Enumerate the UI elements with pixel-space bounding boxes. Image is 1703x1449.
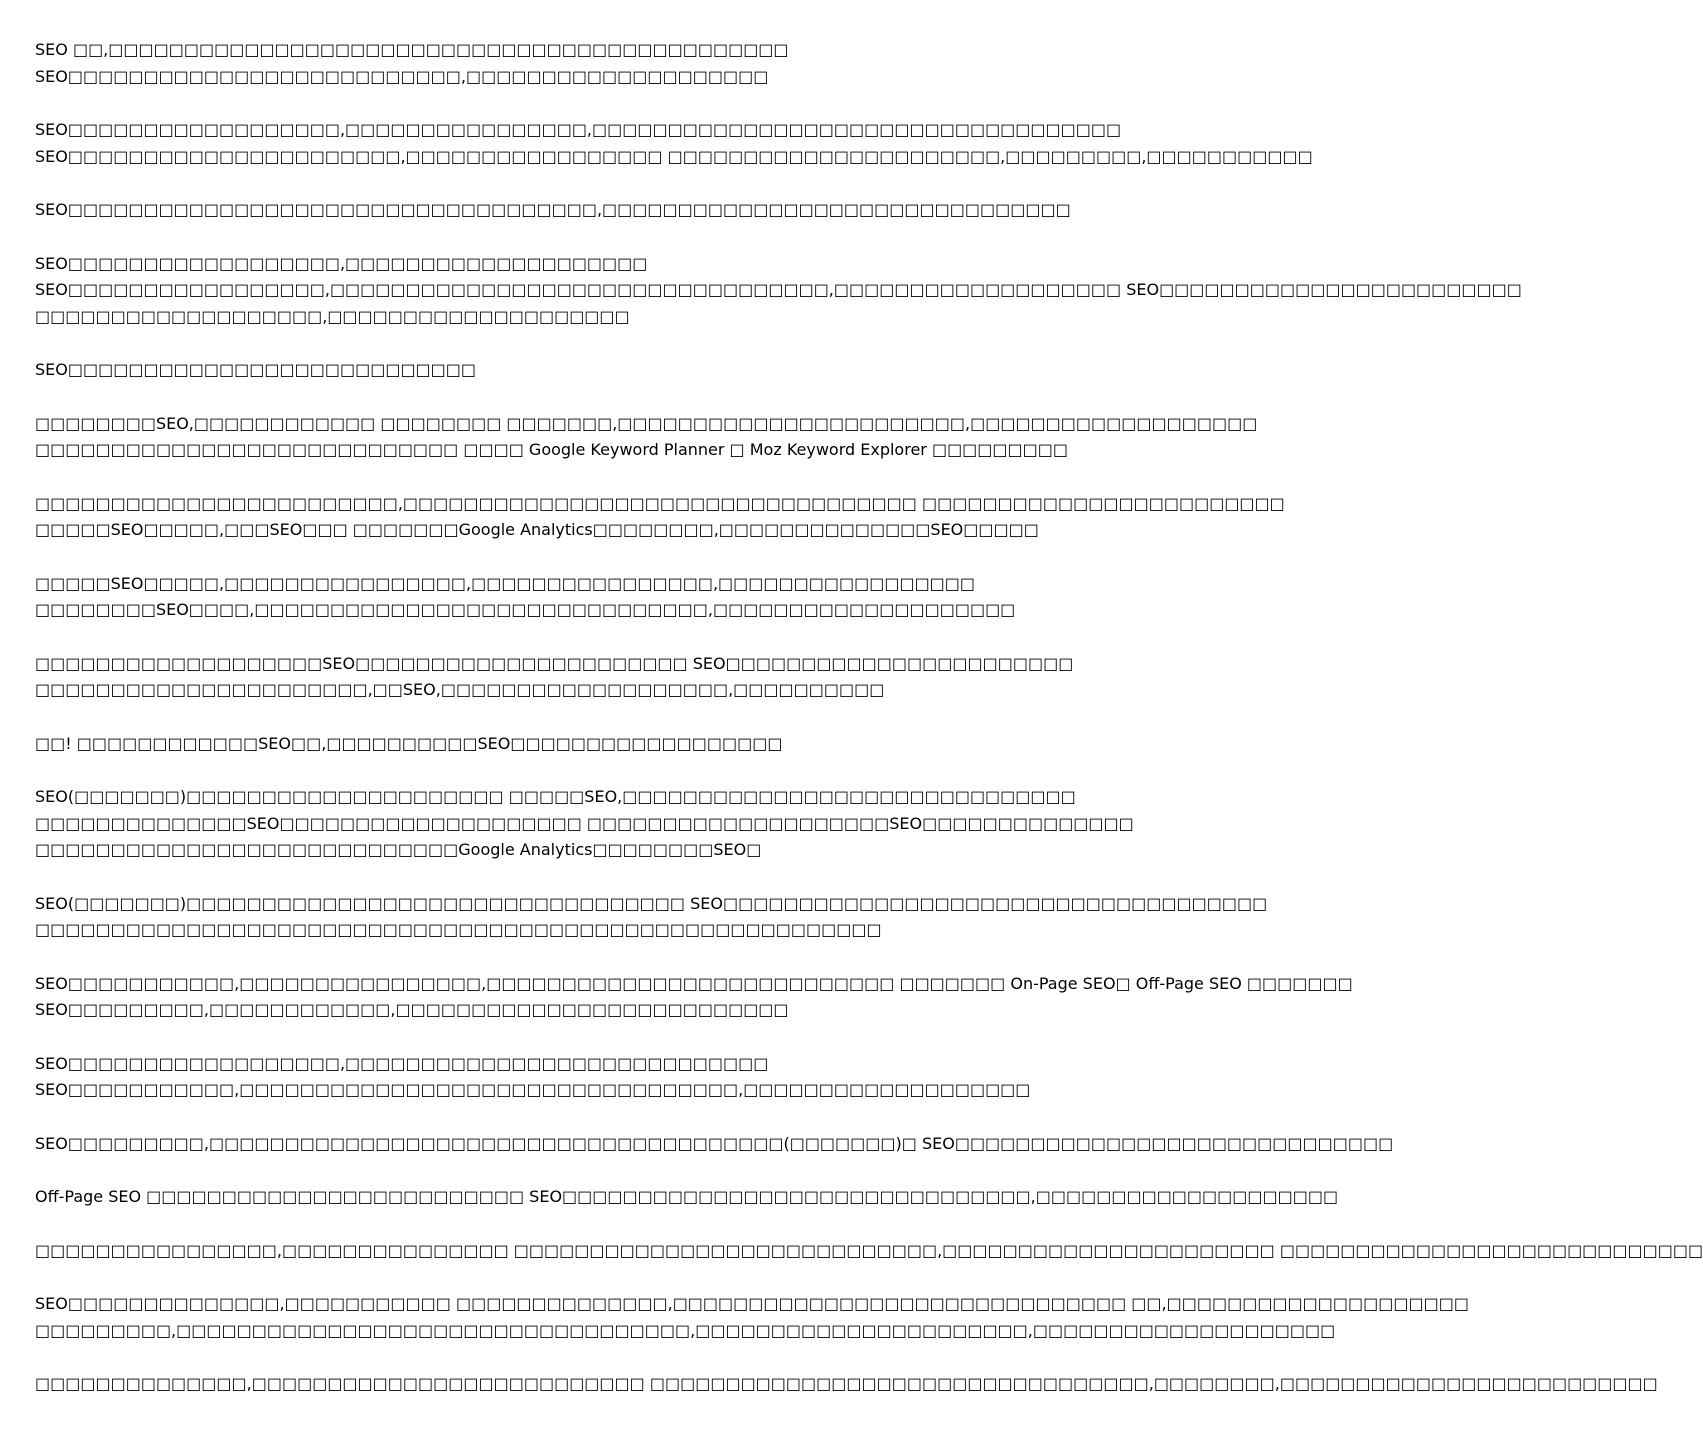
paragraph-5: [35, 357, 995, 384]
text-line: SEO□□□□□□□□□,□□□□□□□□□□□□□□□□□□□□□□□□□□□□□□□□□□□□□□(□□□□□□□)□ SEO□□□□□□□□□□□□□□□□□□□□□□□□□□□□□: [35, 1133, 1394, 1153]
text-line: SEO□□□□□□□□□□□□□□□□□,□□□□□□□□□□□□□□□□□□□□□□□□□□□□□□□□□,□□□□□□□□□□□□□□□□□□□ SEO□□□□□□□□□□□□□□□□□□□□□□□□: [35, 280, 1522, 299]
paragraph-7: [35, 491, 1285, 544]
text-line: SEO □□,□□□□□□□□□□□□□□□□□□□□□□□□□□□□□□□□□□□□□□□□□□□□□: [35, 40, 789, 59]
text-line: □□□□□SEO□□□□□,□□□SEO□□□ □□□□□□□Google Analytics□□□□□□□□,□□□□□□□□□□□□□□SEO□□□□□: [35, 520, 1039, 539]
text-line: □□□□□□□□□□□□□□□□□□□□□□,□□SEO,□□□□□□□□□□□□□□□□□□□,□□□□□□□□□□: [35, 680, 885, 699]
paragraph-15: [35, 1131, 1394, 1158]
text-line: SEO□□□□□□□□□□□□□□□□□□□□□□□□□□,□□□□□□□□□□□□□□□□□□□□: [35, 66, 769, 86]
text-line: SEO□□□□□□□□□□□□□□□□□□,□□□□□□□□□□□□□□□□□□□□: [35, 253, 648, 273]
paragraph-19: [35, 1371, 1658, 1398]
text-line: □□□□□□□□□,□□□□□□□□□□□□□□□□□□□□□□□□□□□□□□□□□□,□□□□□□□□□□□□□□□□□□□□□□,□□□□□□□□□□□□□□□□□□□□: [35, 1320, 1336, 1340]
text-line: SEO□□□□□□□□□□□□□□□□□□□□□□□□□□□□□□□□□□□,□□□□□□□□□□□□□□□□□□□□□□□□□□□□□□□: [35, 200, 1071, 219]
text-line: SEO□□□□□□□□□□□,□□□□□□□□□□□□□□□□□□□□□□□□□□□□□□□□□,□□□□□□□□□□□□□□□□□□□: [35, 1080, 1031, 1099]
text-line: Off-Page SEO □□□□□□□□□□□□□□□□□□□□□□□□□ SEO□□□□□□□□□□□□□□□□□□□□□□□□□□□□□□□,□□□□□□□□□□□□□□□□□□□□: [35, 1187, 1339, 1206]
paragraph-9: [35, 651, 1074, 704]
text-line: SEO□□□□□□□□□□□□□□□□□□,□□□□□□□□□□□□□□□□,□□□□□□□□□□□□□□□□□□□□□□□□□□□□□□□□□□□: [35, 120, 1122, 139]
text-line: □□□□□□□□□□□□□□□□□□□□□□□□,□□□□□□□□□□□□□□□□□□□□□□□□□□□□□□□□□□ □□□□□□□□□□□□□□□□□□□□□□□□: [35, 493, 1285, 513]
text-line: □□□□□□□□□□□□□□□□□□□□□□□□□□□□□□□□□□□□□□□□□□□□□□□□□□□□□□□□: [35, 920, 882, 939]
paragraph-10: [35, 731, 995, 758]
paragraph-6: [35, 411, 1258, 464]
text-line: □□□□□□□□□□□□□□□□□□□,□□□□□□□□□□□□□□□□□□□□: [35, 306, 630, 326]
paragraph-1: [35, 37, 995, 90]
text-line: □□□□□□□□□□□□□□SEO□□□□□□□□□□□□□□□□□□□□ □□□□□□□□□□□□□□□□□□□□SEO□□□□□□□□□□□□□□: [35, 813, 1134, 833]
text-line: □□□□□SEO□□□□□,□□□□□□□□□□□□□□□□,□□□□□□□□□□□□□□□□,□□□□□□□□□□□□□□□□□: [35, 573, 976, 593]
paragraph-8: [35, 571, 1016, 624]
paragraph-18: [35, 1291, 1469, 1344]
paragraph-4: [35, 251, 1522, 331]
paragraph-2: [35, 117, 1313, 170]
paragraph-13: [35, 971, 1353, 1024]
paragraph-17: [35, 1238, 1703, 1265]
document-page: [35, 37, 1703, 1425]
text-line: □□□□□□□□□□□□□□□□□□□□□□□□□□□□Google Analytics□□□□□□□□SEO□: [35, 840, 762, 859]
text-line: SEO(□□□□□□□)□□□□□□□□□□□□□□□□□□□□□□□□□□□□□□□□□ SEO□□□□□□□□□□□□□□□□□□□□□□□□□□□□□□□□□□□□: [35, 893, 1268, 913]
paragraph-12: [35, 891, 1268, 944]
paragraph-16: [35, 1184, 1339, 1211]
text-line: SEO□□□□□□□□□□□□□□□□□□□□□□□□□□□: [35, 360, 477, 379]
text-line: □□□□□□□□□□□□□□□□,□□□□□□□□□□□□□□□ □□□□□□□□□□□□□□□□□□□□□□□□□□□□,□□□□□□□□□□□□□□□□□□□□□□ □□□□□□□□□□□□□□□□□□□□□□□□□□□□: [35, 1240, 1703, 1260]
paragraph-14: [35, 1051, 1031, 1104]
text-line: SEO□□□□□□□□□,□□□□□□□□□□□□,□□□□□□□□□□□□□□□□□□□□□□□□□□: [35, 1000, 789, 1019]
text-line: □□□□□□□□□□□□□□,□□□□□□□□□□□□□□□□□□□□□□□□□□ □□□□□□□□□□□□□□□□□□□□□□□□□□□□□□□□□,□□□□□□□□,□□□□□□□□□□□□□□□□□□□□□□□□□: [35, 1374, 1658, 1393]
text-line: SEO(□□□□□□□)□□□□□□□□□□□□□□□□□□□□□ □□□□□SEO,□□□□□□□□□□□□□□□□□□□□□□□□□□□□□□: [35, 787, 1076, 806]
paragraph-3: [35, 197, 1071, 224]
text-line: □□□□□□□□SEO,□□□□□□□□□□□□ □□□□□□□□ □□□□□□□,□□□□□□□□□□□□□□□□□□□□□□□,□□□□□□□□□□□□□□□□□□□: [35, 413, 1258, 433]
text-line: SEO□□□□□□□□□□□□□□□□□□,□□□□□□□□□□□□□□□□□□□□□□□□□□□□: [35, 1053, 769, 1073]
text-line: □□□□□□□□□□□□□□□□□□□□□□□□□□□□ □□□□ Google Keyword Planner □ Moz Keyword Explorer □□□□□□□□□: [35, 440, 1068, 459]
text-line: SEO□□□□□□□□□□□□□□□□□□□□□□,□□□□□□□□□□□□□□□□□ □□□□□□□□□□□□□□□□□□□□□□,□□□□□□□□□,□□□□□□□□□□□: [35, 146, 1313, 166]
text-line: SEO□□□□□□□□□□□□□□,□□□□□□□□□□□ □□□□□□□□□□□□□□,□□□□□□□□□□□□□□□□□□□□□□□□□□□□□□ □□,□□□□□□□□□□□□□□□□□□□□: [35, 1294, 1469, 1313]
text-line: □□□□□□□□SEO□□□□,□□□□□□□□□□□□□□□□□□□□□□□□□□□□□□,□□□□□□□□□□□□□□□□□□□□: [35, 600, 1016, 619]
paragraph-11: [35, 784, 1134, 864]
text-line: □□□□□□□□□□□□□□□□□□□SEO□□□□□□□□□□□□□□□□□□□□□□ SEO□□□□□□□□□□□□□□□□□□□□□□□: [35, 653, 1074, 673]
text-line: □□! □□□□□□□□□□□□SEO□□,□□□□□□□□□□SEO□□□□□□□□□□□□□□□□□□: [35, 733, 783, 753]
text-line: SEO□□□□□□□□□□□,□□□□□□□□□□□□□□□□,□□□□□□□□□□□□□□□□□□□□□□□□□□□ □□□□□□□ On-Page SEO□ Off-Page SEO □□□□□□□: [35, 973, 1353, 993]
